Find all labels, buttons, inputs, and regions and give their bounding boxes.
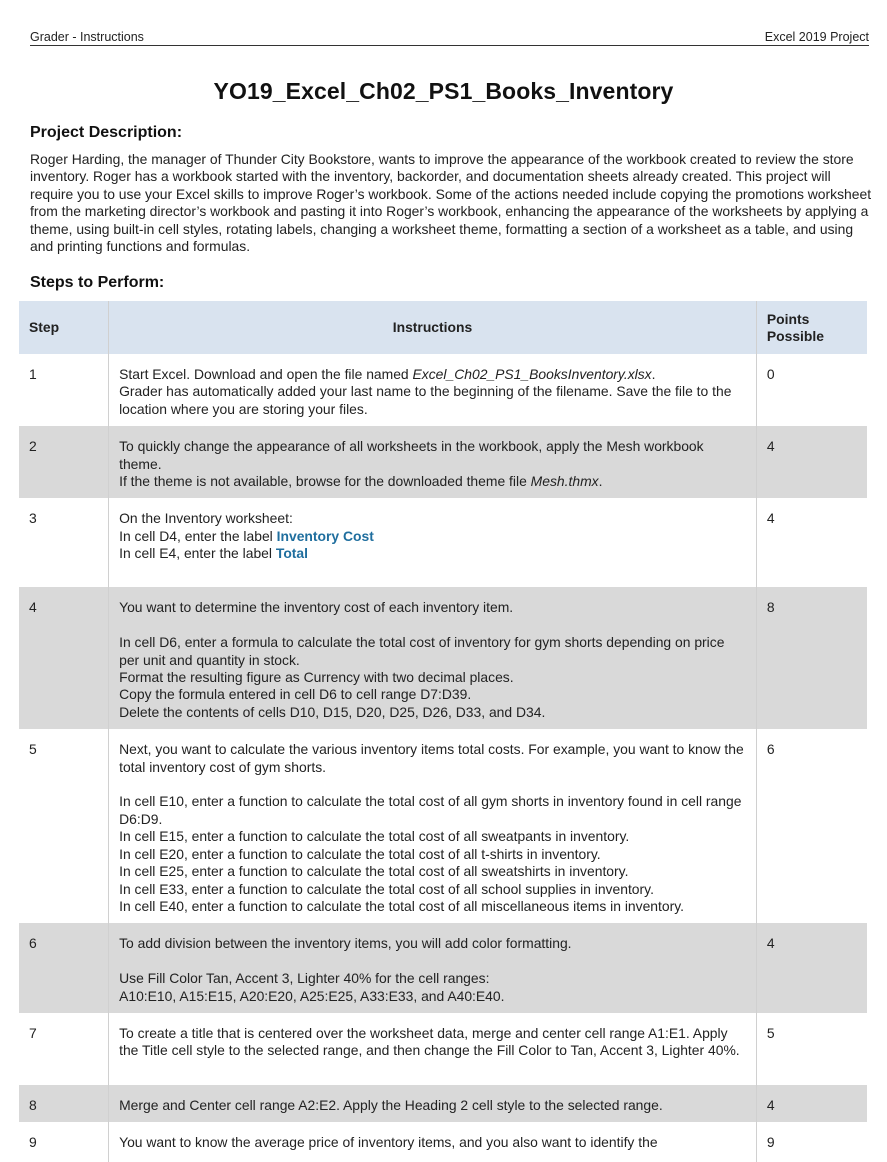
- step-points: 4: [756, 1085, 867, 1122]
- step-number: 3: [19, 498, 109, 587]
- instruction-line: To create a title that is centered over the worksheet data, merge and center cell range A1:E1. Apply the Title cell style to the selected range, and then change the Fill Color to Tan, Accent 3, Lighter 40%.: [119, 1024, 740, 1059]
- step-instructions: [109, 1013, 757, 1085]
- table-row: [19, 1122, 867, 1162]
- instruction-line: To quickly change the appearance of all worksheets in the workbook, apply the Mesh workbook theme.: [119, 438, 704, 472]
- instruction-line: Delete the contents of cells D10, D15, D20, D25, D26, D33, and D34.: [119, 703, 546, 720]
- header-left-text: Grader - Instructions: [30, 30, 144, 44]
- table-row: [19, 1013, 867, 1085]
- instruction-line: In cell E25, enter a function to calculate the total cost of all sweatshirts in inventory.: [119, 863, 629, 880]
- instruction-line: In cell E20, enter a function to calculate the total cost of all t-shirts in inventory.: [119, 845, 601, 862]
- instruction-line: In cell E33, enter a function to calculate the total cost of all school supplies in inventory.: [119, 880, 654, 897]
- step-number: 8: [19, 1085, 109, 1122]
- table-row: [19, 426, 867, 498]
- page-title: YO19_Excel_Ch02_PS1_Books_Inventory: [213, 78, 674, 104]
- header-right-text: Excel 2019 Project: [764, 30, 869, 44]
- header-step: Step: [19, 301, 109, 354]
- header-instructions: Instructions: [109, 301, 757, 354]
- step-number: 4: [19, 587, 109, 729]
- instruction-line: In cell E10, enter a function to calculate the total cost of all gym shorts in inventory found in cell range D6:D9.: [119, 793, 742, 827]
- instruction-line: In cell D6, enter a formula to calculate the total cost of inventory for gym shorts depending on price per unit and quantity in stock.: [119, 634, 725, 668]
- label-value: Inventory Cost: [276, 527, 374, 544]
- instruction-line: A10:E10, A15:E15, A20:E20, A25:E25, A33:E33, and A40:E40.: [119, 987, 505, 1004]
- instruction-line: If the theme is not available, browse for the downloaded theme file Mesh.thmx.: [119, 473, 603, 490]
- table-row: [19, 923, 867, 1013]
- instruction-line: You want to determine the inventory cost of each inventory item.: [119, 599, 514, 616]
- file-name: Mesh.thmx: [530, 473, 599, 490]
- instruction-line: Start Excel. Download and open the file named Excel_Ch02_PS1_BooksInventory.xlsx.: [119, 366, 656, 382]
- instruction-line: In cell D4, enter the label Inventory Cost: [119, 527, 374, 544]
- step-instructions: [109, 1122, 757, 1162]
- label-value: Total: [275, 545, 309, 562]
- step-points: 4: [756, 498, 867, 587]
- step-instructions: [109, 1085, 757, 1122]
- step-points: 4: [756, 426, 867, 498]
- instruction-line: Grader has automatically added your last name to the beginning of the filename. Save the file to the location where you are storing your files.: [119, 383, 732, 417]
- project-description-heading: Project Description:: [30, 124, 183, 141]
- table-header-row: [19, 301, 867, 354]
- step-number: 6: [19, 923, 109, 1013]
- step-points: 6: [756, 729, 867, 923]
- file-name: Excel_Ch02_PS1_BooksInventory.xlsx: [412, 366, 652, 382]
- step-number: 5: [19, 729, 109, 923]
- step-instructions: [109, 587, 757, 729]
- steps-table: [19, 301, 867, 1162]
- instruction-line: In cell E4, enter the label Total: [119, 545, 309, 562]
- instruction-line: On the Inventory worksheet:: [119, 510, 293, 527]
- steps-heading: Steps to Perform:: [30, 274, 165, 291]
- table-row: [19, 1085, 867, 1122]
- step-instructions: [109, 729, 757, 923]
- instruction-line: To add division between the inventory items, you will add color formatting.: [119, 935, 572, 952]
- instruction-line: Format the resulting figure as Currency with two decimal places.: [119, 669, 514, 686]
- instruction-line: You want to know the average price of inventory items, and you also want to identify the: [119, 1134, 658, 1151]
- step-instructions: [109, 923, 757, 1013]
- instruction-line: Use Fill Color Tan, Accent 3, Lighter 40% for the cell ranges:: [119, 970, 490, 987]
- project-description-text: Roger Harding, the manager of Thunder City Bookstore, wants to improve the appearance of the workbook created to review the store inventory. Roger has a workbook started with the inventory, backorder, and documentation sheets already created. This project will require you to use your Excel skills to improve Roger’s workbook. Some of the actions needed include copying the promotions worksheet from the marketing director’s workbook and pasting it into Roger’s workbook, enhancing the appearance of the worksheets by applying a theme, using built-in cell styles, rotating labels, changing a worksheet theme, formatting a section of a worksheet as a table, and using and printing functions and formulas.: [30, 151, 872, 255]
- instruction-line: Next, you want to calculate the various inventory items total costs. For example, you want to know the total inventory cost of gym shorts.: [119, 741, 744, 775]
- instruction-line: In cell E40, enter a function to calculate the total cost of all miscellaneous items in inventory.: [119, 897, 685, 914]
- instruction-line: In cell E15, enter a function to calculate the total cost of all sweatpants in inventory.: [119, 828, 630, 845]
- step-points: 0: [756, 354, 867, 426]
- step-points: 8: [756, 587, 867, 729]
- page-header: [30, 29, 869, 46]
- step-points: 9: [756, 1122, 867, 1162]
- table-row: [19, 587, 867, 729]
- header-points-line2: Possible: [766, 327, 824, 344]
- table-row: [19, 729, 867, 923]
- step-number: 1: [19, 354, 109, 426]
- step-instructions: [109, 354, 757, 426]
- step-number: 9: [19, 1122, 109, 1162]
- step-instructions: [109, 426, 757, 498]
- step-instructions: [109, 498, 757, 587]
- table-row: [19, 498, 867, 587]
- step-points: 5: [756, 1013, 867, 1085]
- table-row: [19, 354, 867, 426]
- instruction-line: Merge and Center cell range A2:E2. Apply the Heading 2 cell style to the selected range.: [119, 1096, 663, 1113]
- step-points: 4: [756, 923, 867, 1013]
- instruction-line: Copy the formula entered in cell D6 to cell range D7:D39.: [119, 686, 472, 703]
- header-points: [756, 301, 867, 354]
- header-points-line1: Points: [766, 310, 810, 327]
- step-number: 7: [19, 1013, 109, 1085]
- step-number: 2: [19, 426, 109, 498]
